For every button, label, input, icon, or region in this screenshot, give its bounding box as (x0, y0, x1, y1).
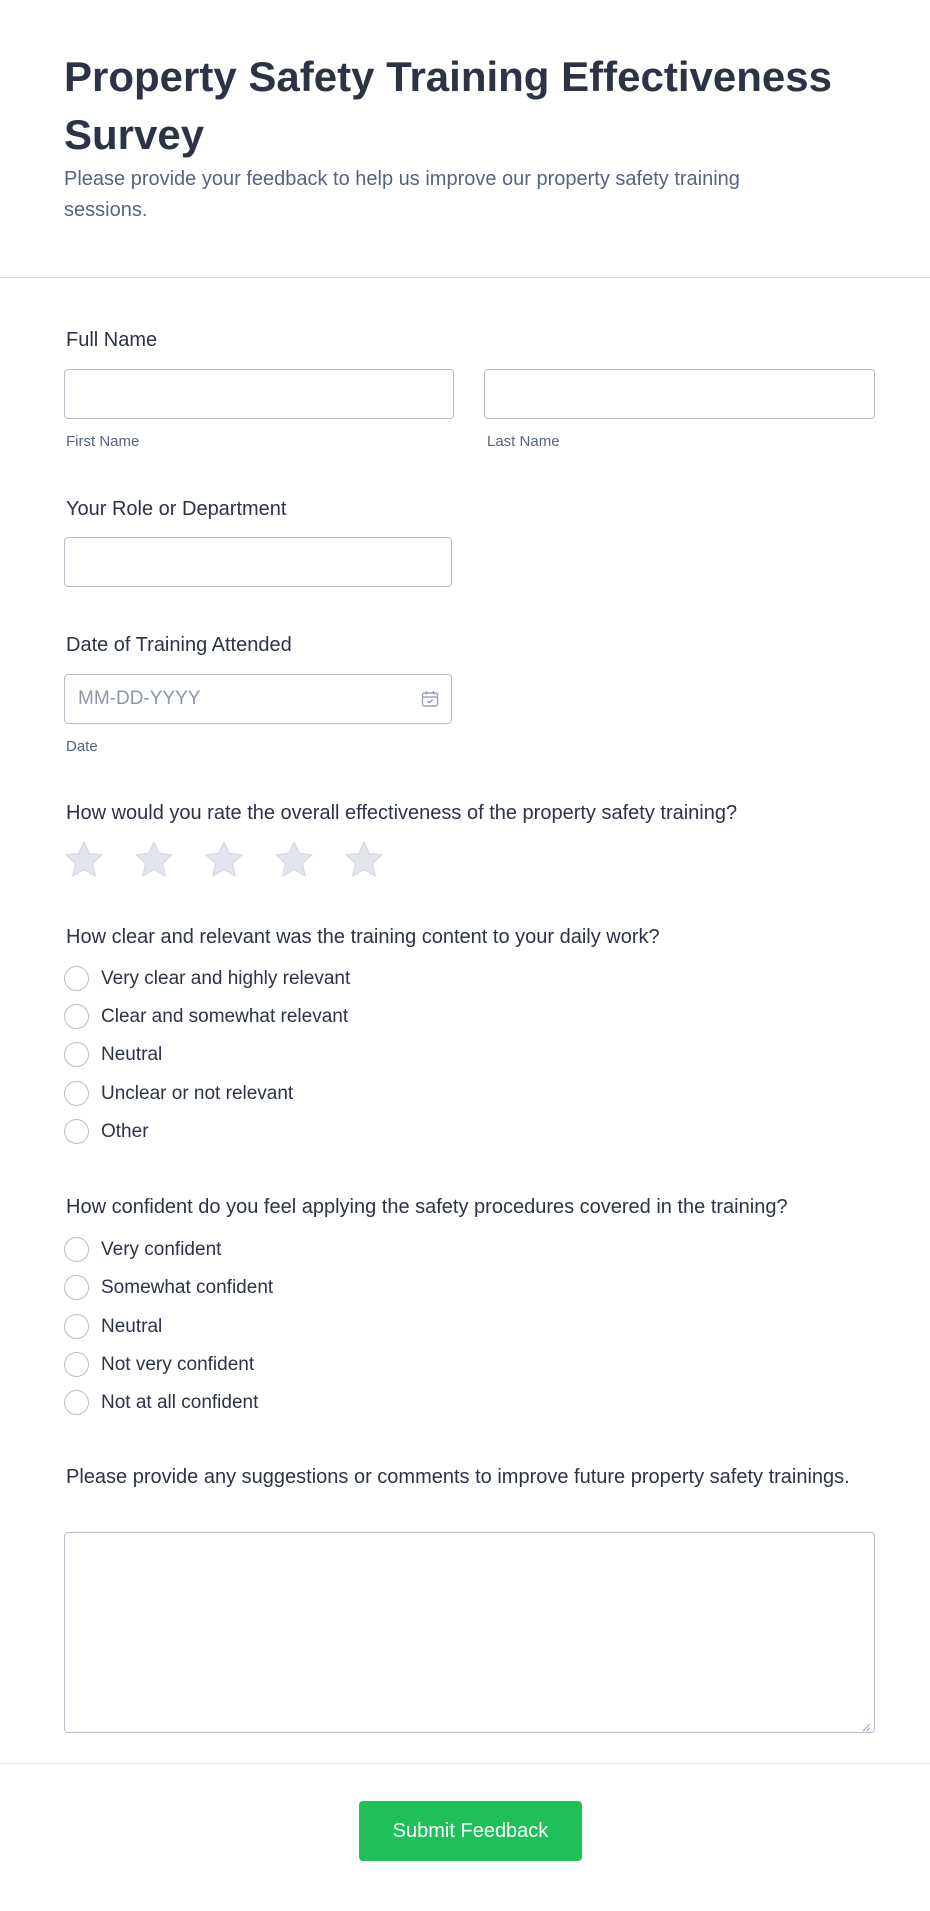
form-header (0, 0, 930, 278)
confidence-question: How confident do you feel applying the safety procedures covered in the training? (66, 1196, 788, 1218)
role-label: Your Role or Department (66, 498, 287, 520)
form-title: Property Safety Training Effectiveness Survey (64, 53, 832, 158)
radio-button[interactable] (64, 1390, 89, 1415)
rating-question: How would you rate the overall effectiveness of the property safety training? (66, 802, 738, 824)
clarity-question: How clear and relevant was the training content to your daily work? (66, 926, 660, 948)
radio-label: Not at all confident (101, 1392, 259, 1413)
radio-button[interactable] (64, 1237, 89, 1262)
radio-button[interactable] (64, 1275, 89, 1300)
radio-button[interactable] (64, 1081, 89, 1106)
star-icon[interactable] (344, 840, 384, 880)
radio-button[interactable] (64, 1314, 89, 1339)
comments-textarea[interactable] (64, 1532, 875, 1733)
radio-label: Not very confident (101, 1354, 255, 1375)
submit-button[interactable]: Submit Feedback (359, 1801, 582, 1861)
radio-button[interactable] (64, 966, 89, 991)
radio-button[interactable] (64, 1119, 89, 1144)
star-icon[interactable] (274, 840, 314, 880)
date-sublabel: Date (66, 738, 98, 755)
radio-button[interactable] (64, 1352, 89, 1377)
last-name-input[interactable] (484, 369, 875, 419)
star-icon[interactable] (64, 840, 104, 880)
star-icon[interactable] (134, 840, 174, 880)
first-name-input[interactable] (64, 369, 454, 419)
training-date-label: Date of Training Attended (66, 634, 292, 656)
star-icon[interactable] (204, 840, 244, 880)
radio-label: Very confident (101, 1239, 222, 1260)
radio-label: Somewhat confident (101, 1277, 274, 1298)
role-input[interactable] (64, 537, 452, 587)
radio-label: Neutral (101, 1316, 163, 1337)
last-name-sublabel: Last Name (487, 433, 560, 450)
training-date-input[interactable] (64, 674, 452, 724)
date-placeholder: MM-DD-YYYY (78, 688, 201, 709)
footer-divider (0, 1763, 930, 1764)
first-name-sublabel: First Name (66, 433, 140, 450)
calendar-icon[interactable] (421, 690, 439, 708)
resize-handle-icon[interactable] (861, 1719, 871, 1729)
comments-question: Please provide any suggestions or comments to improve future property safety trainings. (66, 1466, 850, 1488)
radio-label: Neutral (101, 1044, 163, 1065)
radio-label: Unclear or not relevant (101, 1083, 294, 1104)
full-name-label: Full Name (66, 329, 158, 351)
radio-button[interactable] (64, 1004, 89, 1029)
radio-label: Clear and somewhat relevant (101, 1006, 349, 1027)
radio-button[interactable] (64, 1042, 89, 1067)
form-subtitle: Please provide your feedback to help us improve our property safety training sessions. (64, 168, 740, 221)
radio-label: Other (101, 1121, 149, 1142)
radio-label: Very clear and highly relevant (101, 968, 351, 989)
